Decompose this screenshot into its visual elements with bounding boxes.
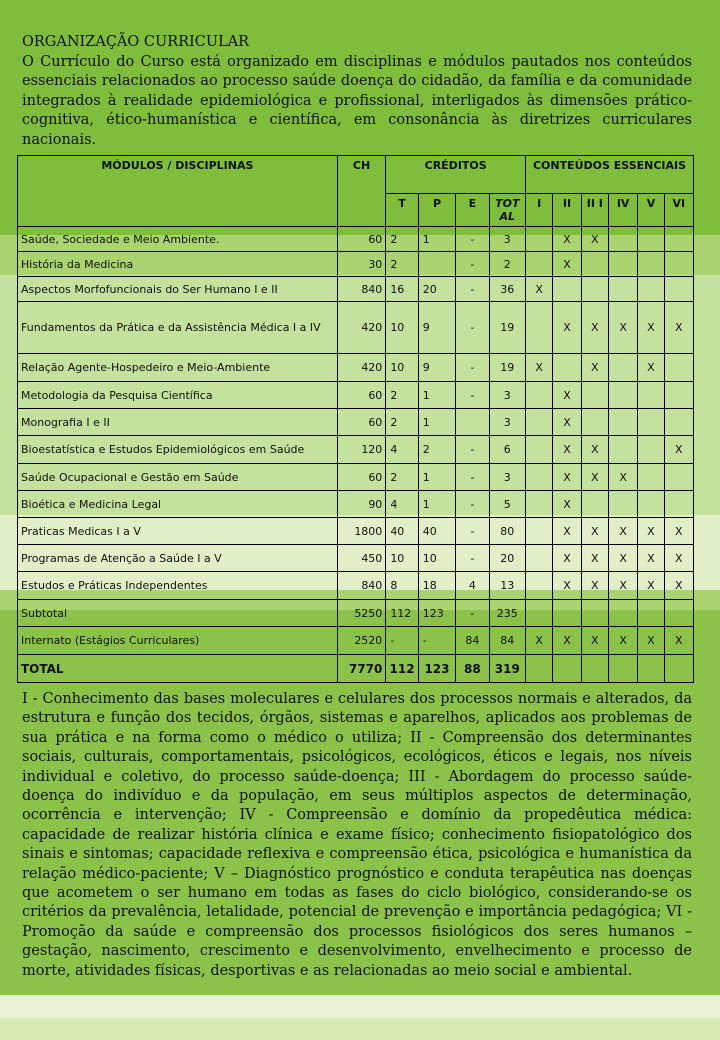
row-total: 235 — [489, 600, 525, 627]
row-p: 20 — [418, 277, 455, 302]
row-content-mark: X — [553, 436, 581, 464]
row-ch: 60 — [337, 382, 386, 409]
row-content-mark — [526, 302, 553, 354]
row-content-mark — [664, 227, 693, 252]
total-content-empty — [553, 655, 581, 683]
table-row — [18, 409, 694, 436]
row-e: - — [456, 382, 489, 409]
row-content-mark: X — [664, 572, 693, 600]
row-t: 4 — [386, 491, 418, 518]
row-t: 16 — [386, 277, 418, 302]
row-content-mark — [638, 464, 664, 491]
row-e: - — [456, 464, 489, 491]
table-row — [18, 545, 694, 572]
header-ch: CH — [337, 156, 386, 227]
total-content-empty — [581, 655, 608, 683]
row-p: 1 — [418, 227, 455, 252]
row-ch: 2520 — [337, 627, 386, 655]
row-content-mark — [581, 409, 608, 436]
row-ch: 840 — [337, 572, 386, 600]
row-t: - — [386, 627, 418, 655]
row-name: Subtotal — [18, 600, 338, 627]
row-name: Bioestatística e Estudos Epidemiológicos em Saúde — [18, 436, 338, 464]
row-content-mark — [638, 252, 664, 277]
intro-paragraph: O Currículo do Curso está organizado em disciplinas e módulos pautados nos conteúdos essenciais relacionados ao processo saúde doença do cidadão, da família e da comunidade integrados à realidade epidemiológica e profissional, interligados às dimensões prático-cognitiva, ético-humanística e científica, em consonância às diretrizes curriculares nacionais. — [22, 54, 692, 148]
table-row — [18, 627, 694, 655]
row-content-mark — [581, 600, 608, 627]
row-content-mark — [608, 354, 637, 382]
row-content-mark — [664, 252, 693, 277]
row-content-mark: X — [664, 436, 693, 464]
row-content-mark: X — [638, 302, 664, 354]
row-e: - — [456, 302, 489, 354]
row-ch: 120 — [337, 436, 386, 464]
row-content-mark: X — [553, 227, 581, 252]
row-content-mark — [581, 277, 608, 302]
row-content-mark — [526, 491, 553, 518]
row-content-mark — [553, 354, 581, 382]
row-content-mark: X — [664, 545, 693, 572]
row-p: - — [418, 627, 455, 655]
row-name: Saúde, Sociedade e Meio Ambiente. — [18, 227, 338, 252]
row-e: - — [456, 600, 489, 627]
row-content-mark: X — [608, 302, 637, 354]
row-content-mark — [608, 227, 637, 252]
row-name: Fundamentos da Prática e da Assistência Médica I a IV — [18, 302, 338, 354]
row-content-mark — [664, 354, 693, 382]
row-content-mark — [608, 409, 637, 436]
row-content-mark: X — [553, 382, 581, 409]
table-row — [18, 436, 694, 464]
row-total: 13 — [489, 572, 525, 600]
row-content-mark — [608, 436, 637, 464]
row-total: 3 — [489, 382, 525, 409]
header-content-col: II I — [581, 194, 608, 227]
row-content-mark — [608, 252, 637, 277]
table-row — [18, 354, 694, 382]
row-name: História da Medicina — [18, 252, 338, 277]
row-content-mark — [553, 600, 581, 627]
row-content-mark: X — [638, 354, 664, 382]
row-content-mark: X — [638, 545, 664, 572]
row-content-mark — [664, 464, 693, 491]
table-row — [18, 572, 694, 600]
row-total: 3 — [489, 227, 525, 252]
row-t: 2 — [386, 227, 418, 252]
row-content-mark — [526, 572, 553, 600]
row-e: 84 — [456, 627, 489, 655]
row-total: 19 — [489, 302, 525, 354]
section-title: ORGANIZAÇÃO CURRICULAR — [22, 34, 250, 50]
row-total: 80 — [489, 518, 525, 545]
row-p: 1 — [418, 409, 455, 436]
row-content-mark — [664, 409, 693, 436]
row-t: 10 — [386, 302, 418, 354]
row-content-mark: X — [526, 354, 553, 382]
legend-paragraph: I - Conhecimento das bases moleculares e celulares dos processos normais e alterados, da estrutura e função dos tecidos, órgãos, sistemas e aparelhos, aplicados aos problemas de sua prática e na forma como o médico o utiliza; II - Compreensão dos determinantes sociais, culturais, comportamentais, psicológicos, ecológicos, éticos e legais, nos níveis individual e coletivo, do processo saúde-doença; III - Abordagem do processo saúde-doença do indivíduo e da população, em seus múltiplos aspectos de determinação, ocorrência e intervenção; IV - Compreensão e domínio da propedêutica médica: capacidade de realizar história clínica e exame físico; conhecimento fisiopatológico dos sinais e sintomas; capacidade reflexiva e compreensão ética, psicológica e humanística da relação médico-paciente; V – Diagnóstico prognóstico e conduta terapêutica nas doenças que acometem o ser humano em todas as fases do ciclo biológico, considerando-se os critérios da prevalência, letalidade, potencial de prevenção e importância pedagógica; VI - Promoção da saúde e compreensão dos processos fisiológicos dos seres humanos – gestação, nascimento, crescimento e desenvolvimento, envelhecimento e processo de morte, atividades físicas, desportivas e as relacionadas ao meio social e ambiental. — [22, 691, 692, 979]
row-total: 6 — [489, 436, 525, 464]
row-t: 2 — [386, 464, 418, 491]
row-content-mark — [526, 464, 553, 491]
row-content-mark — [638, 409, 664, 436]
row-content-mark — [664, 277, 693, 302]
row-content-mark — [526, 252, 553, 277]
row-t: 10 — [386, 354, 418, 382]
row-content-mark: X — [581, 572, 608, 600]
curriculum-table — [17, 155, 694, 683]
row-content-mark — [638, 436, 664, 464]
row-content-mark — [526, 436, 553, 464]
row-t: 2 — [386, 252, 418, 277]
row-content-mark: X — [581, 627, 608, 655]
row-content-mark — [526, 227, 553, 252]
row-e: - — [456, 277, 489, 302]
row-content-mark — [608, 277, 637, 302]
row-t: 112 — [386, 600, 418, 627]
row-content-mark: X — [638, 627, 664, 655]
row-p: 1 — [418, 382, 455, 409]
row-content-mark: X — [664, 627, 693, 655]
row-total: 5 — [489, 491, 525, 518]
header-credit-col: P — [418, 194, 455, 227]
table-row — [18, 600, 694, 627]
row-p: 9 — [418, 354, 455, 382]
row-t: 4 — [386, 436, 418, 464]
row-p: 1 — [418, 464, 455, 491]
row-total: 2 — [489, 252, 525, 277]
row-content-mark: X — [526, 277, 553, 302]
row-e: 4 — [456, 572, 489, 600]
row-content-mark: X — [638, 518, 664, 545]
row-e: - — [456, 545, 489, 572]
row-content-mark: X — [553, 302, 581, 354]
total-ch: 7770 — [337, 655, 386, 683]
row-p: 9 — [418, 302, 455, 354]
row-content-mark — [526, 409, 553, 436]
row-content-mark: X — [553, 627, 581, 655]
row-ch: 420 — [337, 354, 386, 382]
row-total: 36 — [489, 277, 525, 302]
row-content-mark — [608, 382, 637, 409]
row-content-mark — [553, 277, 581, 302]
total-content-empty — [664, 655, 693, 683]
row-content-mark: X — [581, 354, 608, 382]
row-ch: 1800 — [337, 518, 386, 545]
row-content-mark: X — [553, 409, 581, 436]
row-ch: 60 — [337, 464, 386, 491]
row-name: Internato (Estágios Curriculares) — [18, 627, 338, 655]
row-total: 84 — [489, 627, 525, 655]
row-content-mark — [664, 491, 693, 518]
header-credit-col: TOT AL — [489, 194, 525, 227]
row-name: Aspectos Morfofuncionais do Ser Humano I e II — [18, 277, 338, 302]
row-content-mark — [638, 227, 664, 252]
row-content-mark — [581, 382, 608, 409]
row-e: - — [456, 227, 489, 252]
row-e: - — [456, 491, 489, 518]
row-name: Estudos e Práticas Independentes — [18, 572, 338, 600]
row-name: Relação Agente-Hospedeiro e Meio-Ambiente — [18, 354, 338, 382]
table-row — [18, 491, 694, 518]
row-content-mark: X — [581, 436, 608, 464]
row-ch: 60 — [337, 409, 386, 436]
total-total: 319 — [489, 655, 525, 683]
total-label: TOTAL — [18, 655, 338, 683]
background-band — [0, 1018, 720, 1040]
row-content-mark — [664, 600, 693, 627]
row-content-mark: X — [664, 518, 693, 545]
total-content-empty — [608, 655, 637, 683]
row-total: 3 — [489, 464, 525, 491]
row-ch: 420 — [337, 302, 386, 354]
header-credits: CRÉDITOS — [386, 156, 526, 194]
row-t: 10 — [386, 545, 418, 572]
table-row — [18, 302, 694, 354]
row-content-mark — [581, 491, 608, 518]
row-total: 19 — [489, 354, 525, 382]
row-p: 1 — [418, 491, 455, 518]
row-content-mark — [638, 491, 664, 518]
row-e: - — [456, 354, 489, 382]
row-content-mark — [638, 382, 664, 409]
total-row — [18, 655, 694, 683]
row-content-mark — [638, 600, 664, 627]
row-ch: 5250 — [337, 600, 386, 627]
row-content-mark: X — [553, 545, 581, 572]
total-content-empty — [638, 655, 664, 683]
row-content-mark — [664, 382, 693, 409]
row-name: Programas de Atenção a Saúde I a V — [18, 545, 338, 572]
header-contents: CONTEÚDOS ESSENCIAIS — [526, 156, 694, 194]
row-name: Saúde Ocupacional e Gestão em Saúde — [18, 464, 338, 491]
row-content-mark: X — [664, 302, 693, 354]
row-ch: 90 — [337, 491, 386, 518]
row-content-mark: X — [553, 518, 581, 545]
header-content-col: IV — [608, 194, 637, 227]
header-credit-col: T — [386, 194, 418, 227]
row-t: 40 — [386, 518, 418, 545]
row-content-mark — [526, 518, 553, 545]
row-total: 20 — [489, 545, 525, 572]
row-content-mark: X — [553, 491, 581, 518]
row-content-mark — [608, 491, 637, 518]
header-content-col: VI — [664, 194, 693, 227]
header-content-col: II — [553, 194, 581, 227]
table-row — [18, 382, 694, 409]
row-content-mark: X — [608, 627, 637, 655]
table-row — [18, 252, 694, 277]
row-p — [418, 252, 455, 277]
total-content-empty — [526, 655, 553, 683]
row-name: Metodologia da Pesquisa Científica — [18, 382, 338, 409]
row-e: - — [456, 252, 489, 277]
row-content-mark — [638, 277, 664, 302]
header-credit-col: E — [456, 194, 489, 227]
row-content-mark — [581, 252, 608, 277]
row-content-mark — [526, 600, 553, 627]
row-t: 2 — [386, 409, 418, 436]
row-p: 10 — [418, 545, 455, 572]
row-p: 40 — [418, 518, 455, 545]
row-name: Monografia I e II — [18, 409, 338, 436]
row-t: 2 — [386, 382, 418, 409]
row-total: 3 — [489, 409, 525, 436]
row-ch: 60 — [337, 227, 386, 252]
row-p: 18 — [418, 572, 455, 600]
row-t: 8 — [386, 572, 418, 600]
row-ch: 840 — [337, 277, 386, 302]
row-content-mark: X — [553, 252, 581, 277]
total-t: 112 — [386, 655, 418, 683]
row-name: Praticas Medicas I a V — [18, 518, 338, 545]
row-content-mark: X — [581, 464, 608, 491]
row-content-mark: X — [581, 302, 608, 354]
row-e: - — [456, 436, 489, 464]
row-content-mark — [608, 600, 637, 627]
total-p: 123 — [418, 655, 455, 683]
row-name: Bioética e Medicina Legal — [18, 491, 338, 518]
row-content-mark: X — [608, 518, 637, 545]
row-ch: 450 — [337, 545, 386, 572]
row-content-mark: X — [553, 464, 581, 491]
row-content-mark: X — [608, 572, 637, 600]
row-content-mark: X — [608, 545, 637, 572]
row-content-mark — [526, 545, 553, 572]
row-content-mark: X — [581, 227, 608, 252]
row-content-mark: X — [581, 518, 608, 545]
row-content-mark: X — [553, 572, 581, 600]
table-row — [18, 227, 694, 252]
table-row — [18, 518, 694, 545]
header-content-col: I — [526, 194, 553, 227]
table-row — [18, 277, 694, 302]
row-content-mark: X — [608, 464, 637, 491]
row-p: 2 — [418, 436, 455, 464]
row-content-mark: X — [581, 545, 608, 572]
row-content-mark: X — [526, 627, 553, 655]
header-modules: MÓDULOS / DISCIPLINAS — [18, 156, 338, 227]
header-content-col: V — [638, 194, 664, 227]
total-e: 88 — [456, 655, 489, 683]
row-content-mark: X — [638, 572, 664, 600]
row-content-mark — [526, 382, 553, 409]
row-ch: 30 — [337, 252, 386, 277]
row-e — [456, 409, 489, 436]
row-e: - — [456, 518, 489, 545]
table-row — [18, 464, 694, 491]
row-p: 123 — [418, 600, 455, 627]
